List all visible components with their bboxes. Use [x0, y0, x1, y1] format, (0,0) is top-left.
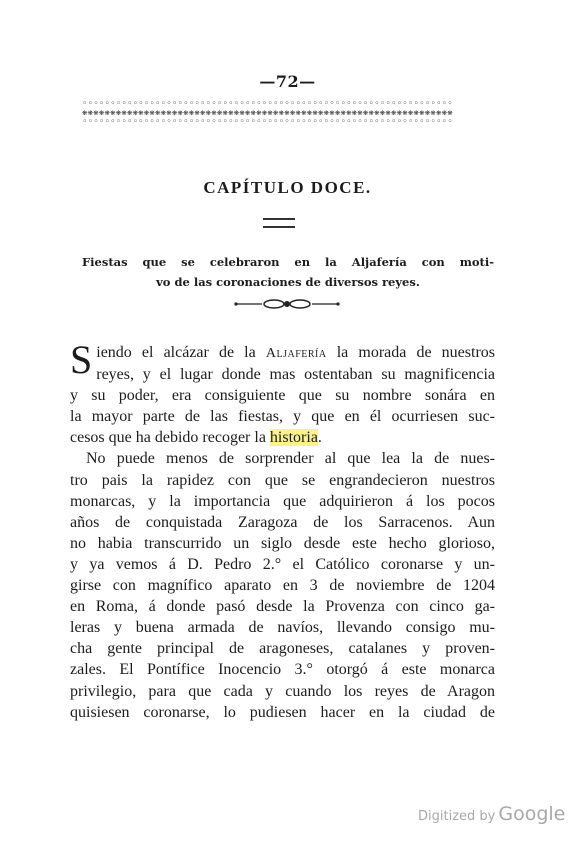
text-line: tro pais la rapidez con que se engrandecieron nuestros [70, 471, 495, 489]
digitized-label: Digitized by [418, 809, 496, 824]
vignette-ornament [232, 296, 342, 312]
text-line: monarcas, y la importancia que adquirieron á los pocos [70, 492, 495, 510]
text-line: la mayor parte de las fiestas, y que en él ocurriesen suc- [70, 408, 495, 426]
paragraph [70, 337, 496, 448]
text-line: en Roma, á donde pasó desde la Provenza con cinco ga- [70, 598, 495, 616]
text-line: zales. El Pontífice Inocencio 3.° otorgó á este monarca [70, 661, 495, 679]
text-line: privilegio, para que cada y cuando los reyes de Aragon [70, 682, 495, 700]
body-text [70, 337, 496, 723]
text-line: cha gente principal de aragoneses, catalanes y proven- [70, 640, 495, 658]
text-line: No puede menos de sorprender al que lea la de nues- [86, 450, 495, 468]
text-line: iendo el alcázar de la Aljafería la morada de nuestros [96, 344, 496, 361]
google-wordmark: Google [498, 803, 566, 825]
text-line: y ya vemos á D. Pedro 2.° el Católico coronarse y un- [70, 555, 495, 573]
text-line: quisiesen coronarse, lo pudiesen hacer en la ciudad de [70, 703, 495, 721]
chapter-subtitle [82, 252, 494, 292]
ornament-band: ◦◦◦◦◦◦◦◦◦◦◦◦◦◦◦◦◦◦◦◦◦◦◦◦◦◦◦◦◦◦◦◦◦◦◦◦◦◦◦◦◦◦◦◦◦◦◦◦◦◦◦◦◦◦◦◦◦◦◦◦◦◦◦◦◦◦ ❋❋❋❋❋❋❋❋❋❋❋❋❋❋❋❋❋❋❋❋❋❋❋❋❋❋❋❋❋❋❋❋❋❋❋❋❋❋❋❋❋❋❋❋❋❋❋❋❋❋❋❋❋❋❋❋❋❋❋❋❋❋❋❋❋❋ ◦◦◦◦◦◦◦◦◦◦◦◦◦◦◦◦◦◦◦◦◦◦◦◦◦◦◦◦◦◦◦◦◦◦◦◦◦◦◦◦◦◦◦◦◦◦◦◦◦◦◦◦◦◦◦◦◦◦◦◦◦◦◦◦◦◦ [82, 100, 453, 127]
text-line: y su poder, era consiguiente que su nombre sonára en [70, 387, 495, 405]
text-line: no habia transcurrido un siglo desde este hecho glorioso, [70, 534, 495, 552]
paragraph [70, 448, 495, 722]
digitized-watermark [418, 803, 565, 825]
highlighted-word: historia [269, 429, 318, 447]
drop-cap: S [70, 337, 93, 382]
subtitle-line: Fiestas que se celebraron en la Aljafería con moti- [82, 255, 494, 269]
text-line: años de conquistada Zaragoza de los Sarracenos. Aun [70, 513, 495, 531]
chapter-title: CAPÍTULO DOCE. [203, 178, 372, 197]
text-line: leras y buena armada de navíos, llevando consigo mu- [70, 619, 495, 637]
subtitle-line: vo de las coronaciones de diversos reyes. [156, 275, 420, 289]
page-number: —72— [259, 72, 316, 91]
text-line: girse con magnífico aparato en 3 de noviembre de 1204 [70, 577, 495, 595]
title-rule [263, 218, 295, 228]
text-line: cesos que ha debido recoger la historia. [70, 429, 322, 447]
text-line: reyes, y el lugar donde mas ostentaban su magnificencia [96, 366, 495, 384]
aljaferia-small-caps: Aljafería [265, 346, 327, 361]
